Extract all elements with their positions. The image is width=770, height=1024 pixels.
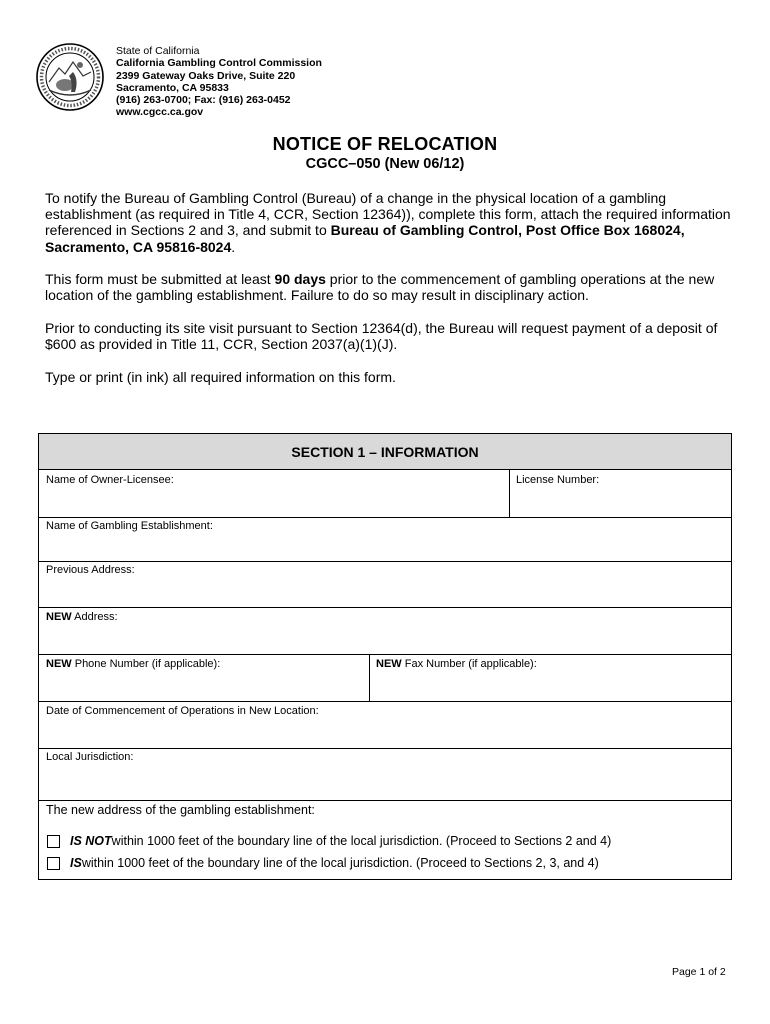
owner-licensee-label: Name of Owner-Licensee: <box>46 474 174 486</box>
address-line-1: 2399 Gateway Oaks Drive, Suite 220 <box>116 69 296 82</box>
divider <box>39 561 731 562</box>
commencement-date-label: Date of Commencement of Operations in New Location: <box>46 705 319 717</box>
divider <box>39 654 731 655</box>
deadline-days: 90 days <box>274 271 326 287</box>
address-line-2: Sacramento, CA 95833 <box>116 81 229 94</box>
state-name: State of California <box>116 45 200 57</box>
form-title: NOTICE OF RELOCATION <box>272 134 498 154</box>
establishment-name-label: Name of Gambling Establishment: <box>46 520 213 532</box>
section-1-form <box>38 433 732 880</box>
website: www.cgcc.ca.gov <box>116 106 204 119</box>
instruction-paragraph-2: This form must be submitted at least 90 days prior to the commencement of gambling operations at the new location of the gambling establishment. Failure to do so may result in disciplinary action. <box>45 271 715 304</box>
previous-address-label: Previous Address: <box>46 564 135 576</box>
checkbox-within[interactable] <box>47 857 60 870</box>
divider <box>39 800 731 801</box>
instruction-paragraph-4: Type or print (in ink) all required information on this form. <box>45 369 396 385</box>
checkbox-not-within[interactable] <box>47 835 60 848</box>
instruction-paragraph-1: To notify the Bureau of Gambling Control (Bureau) of a change in the physical location of a gambling establishment (as required in Title 4, CCR, Section 12364)), complete this form, attach the required information referenced in Sections 2 and 3, and submit to Bureau of Gambling Control, Post Office Box 168024, Sacramento, CA 95816-8024. <box>45 190 731 255</box>
phone-fax: (916) 263-0700; Fax: (916) 263-0452 <box>116 94 291 107</box>
new-fax-label: NEW Fax Number (if applicable): <box>376 658 537 670</box>
form-id: CGCC–050 (New 06/12) <box>305 156 465 172</box>
option-not-within: IS NOT within 1000 feet of the boundary line of the local jurisdiction. (Proceed to Sections 2 and 4) <box>47 834 611 848</box>
new-address-question: The new address of the gambling establishment: <box>46 803 315 817</box>
instruction-paragraph-3: Prior to conducting its site visit pursuant to Section 12364(d), the Bureau will request payment of a deposit of $600 as provided in Title 11, CCR, Section 2037(a)(1)(J). <box>45 320 718 353</box>
option-within: IS within 1000 feet of the boundary line of the local jurisdiction. (Proceed to Sections 2, 3, and 4) <box>47 856 599 870</box>
divider <box>369 654 370 701</box>
new-phone-label: NEW Phone Number (if applicable): <box>46 658 221 670</box>
local-jurisdiction-label: Local Jurisdiction: <box>46 751 134 763</box>
section-1-heading: SECTION 1 – INFORMATION <box>39 434 731 470</box>
divider <box>509 470 510 517</box>
divider <box>39 607 731 608</box>
divider <box>39 748 731 749</box>
bureau-mailing-address: Bureau of Gambling Control, Post Office Box 168024, Sacramento, CA 95816-8024 <box>45 222 685 255</box>
license-number-label: License Number: <box>516 474 600 486</box>
agency-header <box>116 45 322 119</box>
divider <box>39 701 731 702</box>
new-address-label: NEW Address: <box>46 611 118 623</box>
state-seal-icon <box>35 42 105 112</box>
divider <box>39 517 731 518</box>
page-number: Page 1 of 2 <box>672 966 726 978</box>
commission-name: California Gambling Control Commission <box>116 57 322 70</box>
